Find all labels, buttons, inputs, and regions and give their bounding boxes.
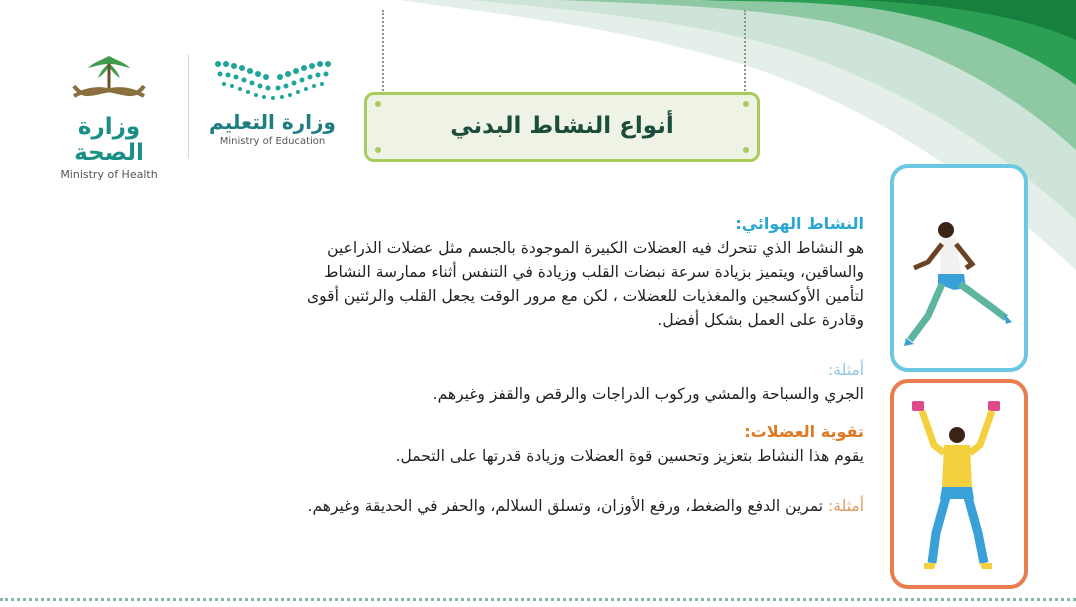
title-sign [364,92,760,162]
logo-divider [188,54,189,158]
pin-icon [375,147,381,153]
strength-heading: تقوية العضلات: [744,422,864,441]
dotted-arc-emblem-icon [210,56,336,104]
aerobic-description-line: والساقين، ويتميز بزيادة سرعة نبضات القلب وزيادة في التنفس أثناء ممارسة النشاط [324,263,864,281]
weightlifter-card [890,379,1028,589]
palm-swords-emblem-icon [64,52,154,108]
aerobic-examples: الجري والسباحة والمشي وركوب الدراجات والرقص والقفز وغيرهم. [432,385,864,403]
page-title: أنواع النشاط البدني [450,113,674,139]
pin-icon [743,147,749,153]
title-hanging-string-right [744,10,746,94]
pin-icon [375,101,381,107]
ministry-of-education-logo [205,56,340,147]
runner-card [890,164,1028,372]
pin-icon [743,101,749,107]
strength-examples-line [118,494,864,518]
runner-illustration-icon [894,168,1024,368]
ministry-of-health-logo [50,52,168,181]
content-body [118,212,864,518]
strength-examples-label: أمثلة: [828,497,864,515]
aerobic-examples-label: أمثلة: [828,361,864,379]
bottom-dotted-border [0,598,1076,601]
aerobic-description-line: هو النشاط الذي تتحرك فيه العضلات الكبيرة الموجودة بالجسم مثل عضلات الذراعين [327,239,864,257]
education-ministry-english-name: Ministry of Education [219,136,326,147]
aerobic-heading: النشاط الهوائي: [735,214,864,233]
aerobic-description-line: وقادرة على العمل بشكل أفضل. [657,311,864,329]
spacer [118,468,864,494]
title-hanging-string-left [382,10,384,94]
education-ministry-arabic-name: وزارة التعليم [209,110,336,134]
health-ministry-english-name: Ministry of Health [60,168,158,181]
health-ministry-arabic-name: وزارة الصحة [74,114,144,166]
strength-description: يقوم هذا النشاط بتعزيز وتحسين قوة العضلات وزيادة قدرتها على التحمل. [395,447,864,465]
aerobic-description-line: لتأمين الأوكسجين والمغذيات للعضلات ، لكن مع مرور الوقت يجعل القلب والرئتين أقوى [307,287,864,305]
spacer [118,332,864,358]
spacer [118,406,864,420]
weightlifter-illustration-icon [894,383,1024,585]
strength-examples: تمرين الدفع والضغط، ورفع الأوزان، وتسلق السلالم، والحفر في الحديقة وغيرهم. [307,497,824,515]
